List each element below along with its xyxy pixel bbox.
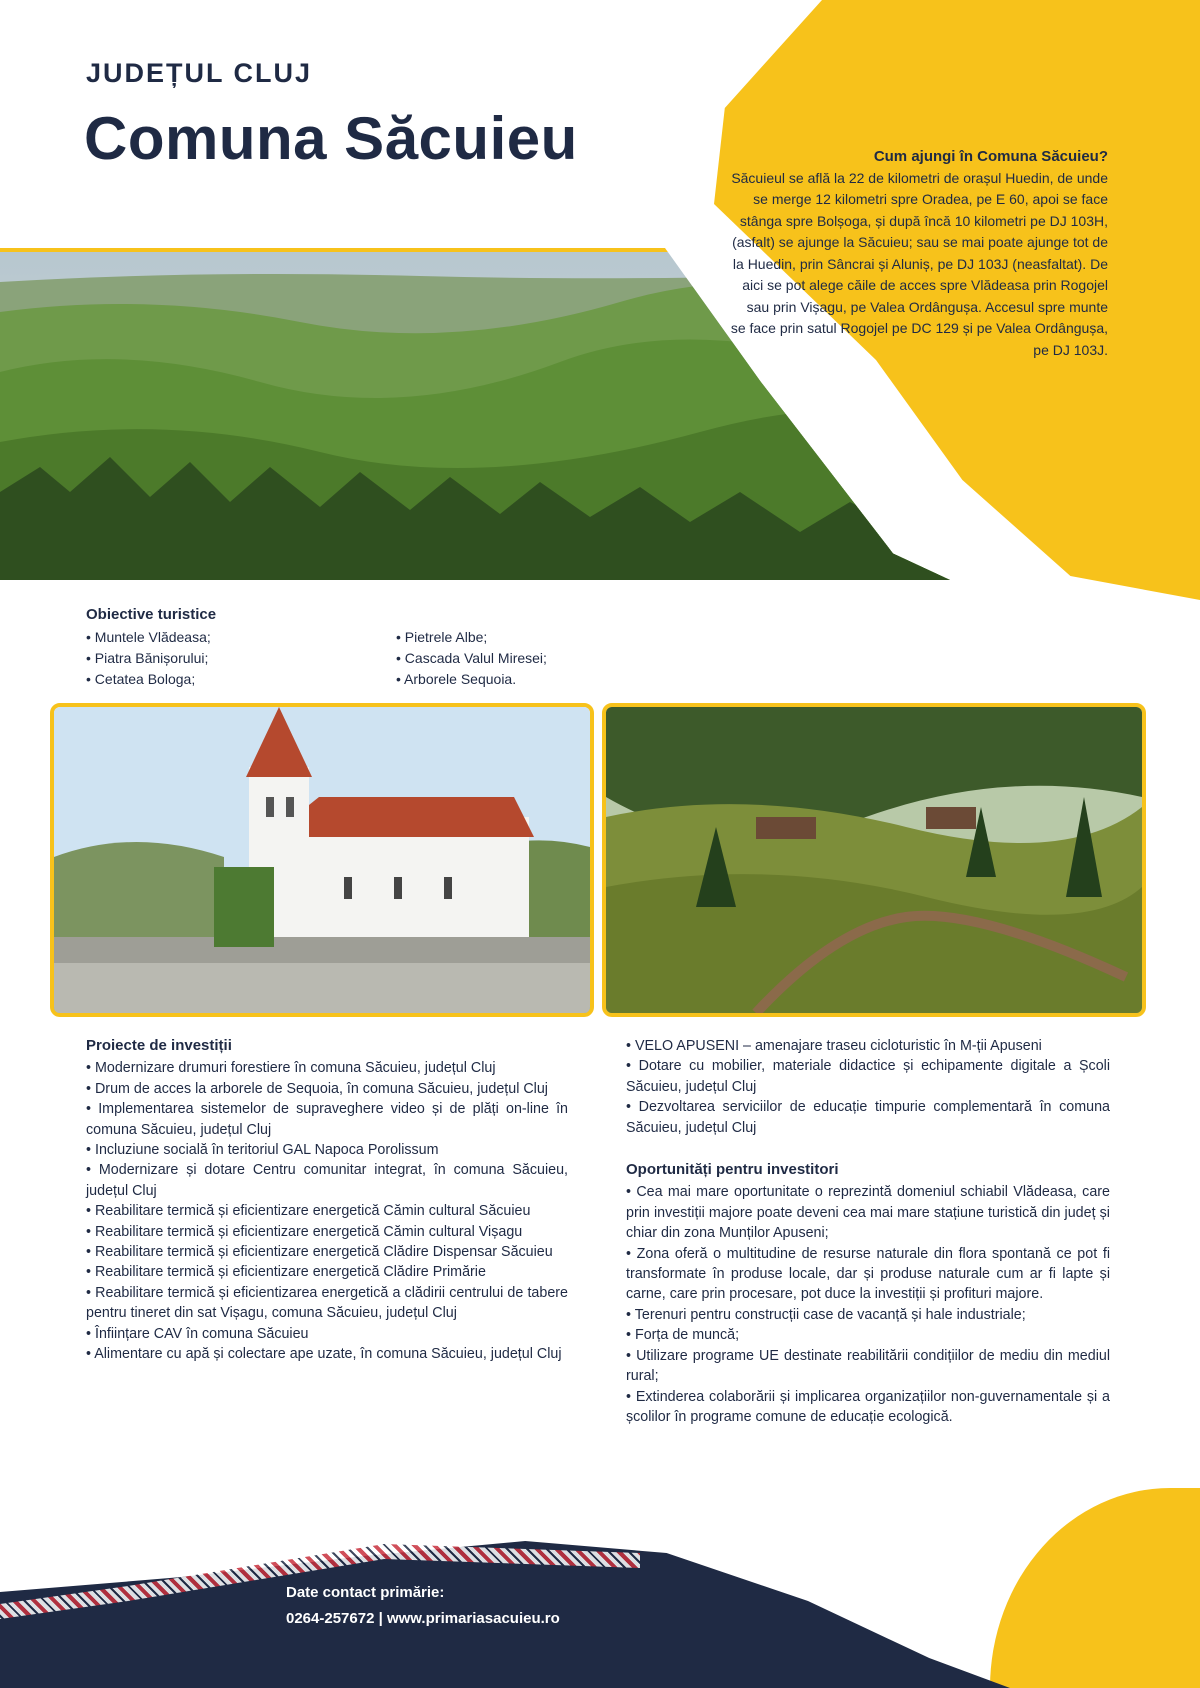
tourist-objectives: [86, 604, 706, 690]
list-item: • Dotare cu mobilier, materiale didactice și echipamente digitale a Școli Săcuieu, județul Cluj: [626, 1056, 1110, 1097]
access-info: [730, 146, 1108, 361]
contact-label: Date contact primărie:: [286, 1584, 445, 1601]
list-item: • Reabilitare termică și eficientizarea energetică a clădirii centrului de tabere pentru tineret din sat Vișagu, comuna Săcuieu, județul Cluj: [86, 1283, 568, 1324]
projects-heading: Proiecte de investiții: [86, 1037, 232, 1054]
list-item: • Muntele Vlădeasa;: [86, 627, 396, 648]
contact-info: [286, 1580, 560, 1632]
list-item: • Arborele Sequoia.: [396, 669, 706, 690]
right-column: [626, 1036, 1110, 1427]
list-item: • Implementarea sistemelor de supraveghere video și de plăți on-line în comuna Săcuieu, județul Cluj: [86, 1099, 568, 1140]
list-item: • Dezvoltarea serviciilor de educație timpurie complementară în comuna Săcuieu, județul Cluj: [626, 1097, 1110, 1138]
list-item: • Alimentare cu apă și colectare ape uzate, în comuna Săcuieu, județul Cluj: [86, 1344, 568, 1364]
list-item: • Cetatea Bologa;: [86, 669, 396, 690]
access-heading: Cum ajungi în Comuna Săcuieu?: [873, 148, 1108, 165]
opportunities-heading: Oportunități pentru investitori: [626, 1161, 839, 1179]
page-title: Comuna Săcuieu: [84, 105, 578, 172]
yellow-decor-bottom: [990, 1488, 1200, 1688]
list-item: • Cea mai mare oportunitate o reprezintă domeniul schiabil Vlădeasa, care prin investiții majore poate deveni cea mai mare stațiune turistică din județ și chiar din zona Munților Apuseni;: [626, 1182, 1110, 1243]
church-photo: [50, 703, 594, 1017]
list-item: • Incluziune socială în teritoriul GAL Napoca Porolissum: [86, 1140, 568, 1160]
list-item: • Pietrele Albe;: [396, 627, 706, 648]
list-item: • Modernizare și dotare Centru comunitar integrat, în comuna Săcuieu, județul Cluj: [86, 1160, 568, 1201]
list-item: • Reabilitare termică și eficientizare energetică Clădire Dispensar Săcuieu: [86, 1242, 568, 1262]
list-item: • Înființare CAV în comuna Săcuieu: [86, 1324, 568, 1344]
list-item: • Extinderea colaborării și implicarea organizațiilor non-guvernamentale și a școlilor în programe comune de educație ecologică.: [626, 1387, 1110, 1428]
list-item: • Terenuri pentru construcții case de vacanță și hale industriale;: [626, 1305, 1110, 1325]
list-item: • Drum de acces la arborele de Sequoia, în comuna Săcuieu, județul Cluj: [86, 1079, 568, 1099]
projects-list: [86, 1058, 568, 1364]
county-heading: JUDEȚUL CLUJ: [86, 58, 313, 88]
list-item: • Cascada Valul Miresei;: [396, 648, 706, 669]
projects-list-continued: [626, 1036, 1110, 1138]
list-item: • Reabilitare termică și eficientizare energetică Cămin cultural Vișagu: [86, 1222, 568, 1242]
list-item: • Zona oferă o multitudine de resurse naturale din flora spontană ce pot fi transformate în produse locale, dar și produse naturale cum ar fi lapte și carne, care prin procesare, pot duce la investiții și profituri majore.: [626, 1244, 1110, 1305]
valley-photo: [602, 703, 1146, 1017]
list-item: • VELO APUSENI – amenajare traseu cicloturistic în M-ții Apuseni: [626, 1036, 1110, 1056]
objectives-heading: Obiective turistice: [86, 606, 217, 623]
list-item: • Modernizare drumuri forestiere în comuna Săcuieu, județul Cluj: [86, 1058, 568, 1078]
list-item: • Reabilitare termică și eficientizare energetică Cămin cultural Săcuieu: [86, 1201, 568, 1221]
opportunities-list: [626, 1182, 1110, 1427]
access-text: Săcuieul se află la 22 de kilometri de orașul Huedin, de unde se merge 12 kilometri spre Oradea, pe E 60, apoi se face stânga spre Bolșoga, și după încă 10 kilometri pe DJ 103H, (asfalt) se ajunge la Săcuieu; sau se mai poate ajunge tot de la Huedin, prin Sâncrai și Aluniș, pe DJ 103J (neasfaltat). De aici se pot alege căile de acces spre Vlădeasa prin Rogojel sau prin Vișagu, pe Valea Ordângușa. Accesul spre munte se face prin satul Rogojel pe DC 129 și pe Valea Ordângușa, pe DJ 103J.: [730, 169, 1108, 358]
contact-line: 0264-257672 | www.primariasacuieu.ro: [286, 1610, 560, 1627]
objectives-list-left: [86, 627, 396, 690]
list-item: • Reabilitare termică și eficientizare energetică Clădire Primărie: [86, 1262, 568, 1282]
list-item: • Utilizare programe UE destinate reabilitării condițiilor de mediu din mediul rural;: [626, 1346, 1110, 1387]
list-item: • Forța de muncă;: [626, 1325, 1110, 1345]
objectives-list-right: [396, 627, 706, 690]
investment-projects: [86, 1036, 568, 1365]
list-item: • Piatra Bănișorului;: [86, 648, 396, 669]
